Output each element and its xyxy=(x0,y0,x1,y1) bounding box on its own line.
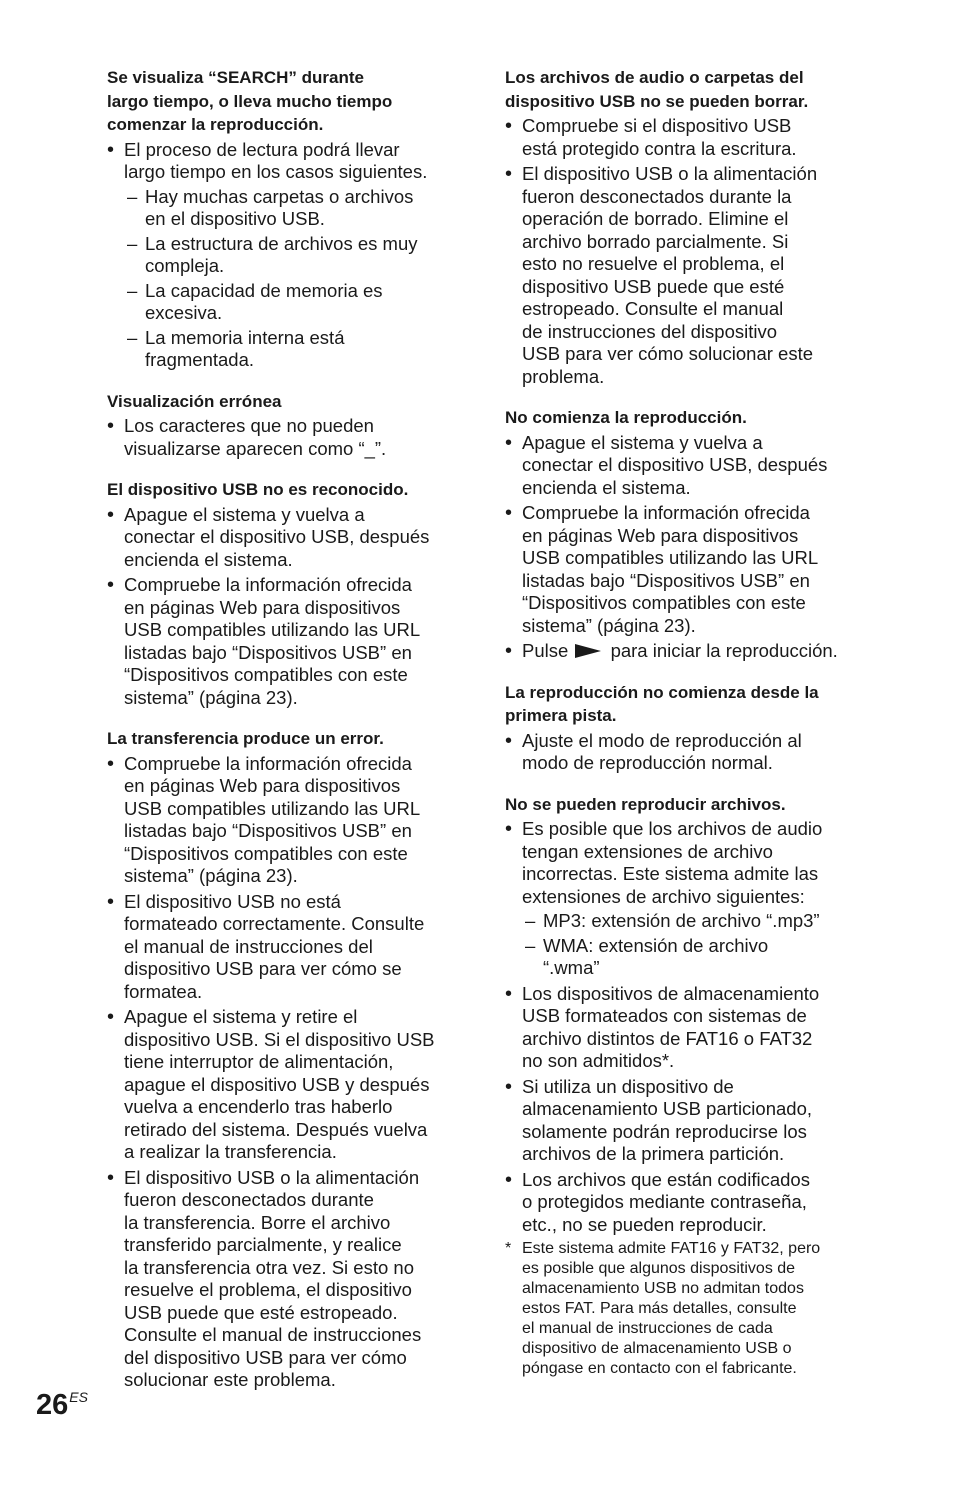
section-first-track xyxy=(505,681,861,775)
text-line: retirado del sistema. Después vuelva xyxy=(124,1118,428,1140)
page-number xyxy=(36,1380,88,1422)
text-line: en páginas Web para dispositivos xyxy=(124,596,401,618)
text-line: • Compruebe la información ofrecida xyxy=(522,502,810,523)
page-language-suffix: ES xyxy=(69,1389,88,1405)
text-line: de instrucciones del dispositivo xyxy=(522,320,778,342)
right-column xyxy=(505,66,861,1397)
bullet-item xyxy=(107,1167,467,1392)
text-line: USB compatibles utilizando las URL xyxy=(522,547,819,568)
text-line: en páginas Web para dispositivos xyxy=(522,524,799,546)
text-fragment: Pulse xyxy=(522,640,569,661)
bullet-item xyxy=(107,574,467,709)
section-heading: No comienza la reproducción. xyxy=(505,408,747,427)
text-line: • Es posible que los archivos de audio xyxy=(522,818,823,839)
text-line: fueron desconectados durante xyxy=(124,1189,374,1210)
bullet-item xyxy=(505,115,861,160)
text-line: • Apague el sistema y retire el xyxy=(124,1006,358,1027)
text-line: archivos de la primera partición. xyxy=(522,1143,785,1164)
heading-line: dispositivo USB no se pueden borrar. xyxy=(505,91,809,111)
text-line: La memoria interna está xyxy=(145,326,345,348)
text-line: • El dispositivo USB o la alimentación xyxy=(124,1166,420,1188)
bullet-item xyxy=(107,139,467,372)
text-line: dispositivo USB para ver cómo se xyxy=(124,958,402,979)
text-line: MP3: extensión de archivo “.mp3” xyxy=(543,910,820,931)
text-line: dispositivo USB. Si el dispositivo USB xyxy=(124,1028,435,1050)
heading-line: primera pista. xyxy=(505,706,617,725)
text-line: “.wma” xyxy=(543,957,600,978)
bullet-item xyxy=(505,1076,861,1166)
text-line: USB puede que esté estropeado. xyxy=(124,1301,398,1323)
text-line: conectar el dispositivo USB, después xyxy=(522,454,828,475)
text-line: tiene interruptor de alimentación, xyxy=(124,1051,394,1072)
bullet-item xyxy=(505,640,861,663)
text-line: vuelva a encenderlo tras haberlo xyxy=(124,1096,393,1117)
play-icon xyxy=(575,644,601,658)
section-display-error xyxy=(107,390,467,461)
text-line: visualizarse aparecen como “_”. xyxy=(124,437,387,459)
text-line: USB formateados con sistemas de xyxy=(522,1005,807,1026)
text-line: sistema” (página 23). xyxy=(124,686,298,708)
text-line: USB compatibles utilizando las URL xyxy=(124,619,421,640)
dash-item: – La estructura de archivos es muy compleja. xyxy=(124,233,467,278)
text-line: La capacidad de memoria es xyxy=(145,279,383,301)
text-line: etc., no se pueden reproducir. xyxy=(522,1213,767,1235)
text-line: formatea. xyxy=(124,980,203,1002)
section-heading: No se pueden reproducir archivos. xyxy=(505,794,786,814)
heading-line: La reproducción no comienza desde la xyxy=(505,682,819,702)
text-line: esto no resuelve el problema, el xyxy=(522,253,785,274)
section-heading xyxy=(505,681,861,728)
text-line: • Apague el sistema y vuelva a xyxy=(522,431,763,453)
text-line: Hay muchas carpetas o archivos xyxy=(145,185,414,207)
text-line: • Compruebe la información ofrecida xyxy=(124,752,412,774)
section-transfer-error xyxy=(107,727,467,1392)
text-line: fueron desconectados durante la xyxy=(522,185,792,207)
text-line: es posible que algunos dispositivos de xyxy=(522,1260,796,1277)
bullet-item xyxy=(107,504,467,572)
heading-line: Se visualiza “SEARCH” durante xyxy=(107,68,364,87)
text-line: encienda el sistema. xyxy=(522,476,691,498)
text-line: largo tiempo en los casos siguientes. xyxy=(124,161,428,182)
left-column xyxy=(107,66,467,1410)
footnote xyxy=(505,1239,861,1379)
text-line: almacenamiento USB particionado, xyxy=(522,1098,812,1119)
text-line: • Ajuste el modo de reproducción al xyxy=(522,729,802,751)
footnote-mark: * xyxy=(505,1240,512,1257)
bullet-item xyxy=(107,1006,467,1164)
section-cannot-delete xyxy=(505,66,861,388)
heading-line: Los archivos de audio o carpetas del xyxy=(505,68,804,87)
text-line: transferido parcialmente, y realice xyxy=(124,1234,402,1255)
text-line: dispositivo USB puede que esté xyxy=(522,275,785,297)
section-cannot-play-files xyxy=(505,793,861,1380)
text-line: el manual de instrucciones del xyxy=(124,935,373,957)
text-line: “Dispositivos compatibles con este xyxy=(124,842,408,864)
bullet-item xyxy=(107,415,467,460)
bullet-item xyxy=(505,502,861,637)
text-line: excesiva. xyxy=(145,302,223,323)
text-line: • El dispositivo USB o la alimentación xyxy=(522,163,818,184)
text-line: archivo distintos de FAT16 o FAT32 xyxy=(522,1027,813,1049)
text-line: modo de reproducción normal. xyxy=(522,752,773,773)
text-line: resuelve el problema, el dispositivo xyxy=(124,1279,412,1300)
text-line: no son admitidos*. xyxy=(522,1050,675,1071)
text-line: • Los dispositivos de almacenamiento xyxy=(522,982,820,1004)
text-line: “Dispositivos compatibles con este xyxy=(522,592,806,613)
bullet-item xyxy=(505,432,861,500)
text-line: problema. xyxy=(522,365,605,387)
text-line: listadas bajo “Dispositivos USB” en xyxy=(124,820,412,841)
section-heading xyxy=(505,66,861,113)
bullet-item xyxy=(107,753,467,888)
text-line: • Apague el sistema y vuelva a xyxy=(124,503,365,525)
dash-item: – La capacidad de memoria es excesiva. xyxy=(124,280,467,325)
section-not-recognized xyxy=(107,478,467,709)
section-no-playback xyxy=(505,406,861,663)
text-line: estropeado. Consulte el manual xyxy=(522,298,784,319)
text-line: dispositivo de almacenamiento USB o xyxy=(522,1340,792,1357)
section-heading xyxy=(107,66,467,137)
text-line: tengan extensiones de archivo xyxy=(522,840,773,862)
text-line: USB para ver cómo solucionar este xyxy=(522,343,813,364)
text-line: extensiones de archivo siguientes: xyxy=(522,885,805,907)
text-line: estos FAT. Para más detalles, consulte xyxy=(522,1300,797,1317)
bullet-item xyxy=(505,730,861,775)
text-line: operación de borrado. Elimine el xyxy=(522,208,789,229)
heading-line: largo tiempo, o lleva mucho tiempo xyxy=(107,91,393,111)
text-line: listadas bajo “Dispositivos USB” en xyxy=(522,569,810,591)
text-line: la transferencia otra vez. Si esto no xyxy=(124,1256,414,1278)
text-line: listadas bajo “Dispositivos USB” en xyxy=(124,641,412,663)
section-heading: El dispositivo USB no es reconocido. xyxy=(107,480,409,499)
page-number-value: 26 xyxy=(36,1389,69,1421)
text-line: • Compruebe si el dispositivo USB xyxy=(522,115,792,136)
text-line: apague el dispositivo USB y después xyxy=(124,1073,430,1095)
text-line: póngase en contacto con el fabricante. xyxy=(522,1360,797,1377)
text-line: sistema” (página 23). xyxy=(124,865,298,886)
section-heading: Visualización errónea xyxy=(107,391,282,411)
text-line: Este sistema admite FAT16 y FAT32, pero xyxy=(522,1240,821,1257)
text-line: a realizar la transferencia. xyxy=(124,1141,337,1162)
dash-item: – MP3: extensión de archivo “.mp3” xyxy=(522,910,861,933)
text-line xyxy=(522,640,861,663)
section-heading: La transferencia produce un error. xyxy=(107,729,384,748)
text-line: • El proceso de lectura podrá llevar xyxy=(124,138,400,160)
text-line: USB compatibles utilizando las URL xyxy=(124,797,421,819)
text-line: La estructura de archivos es muy xyxy=(145,232,418,254)
text-line: en páginas Web para dispositivos xyxy=(124,775,401,796)
text-line: el manual de instrucciones de cada xyxy=(522,1320,773,1337)
text-line: almacenamiento USB no admitan todos xyxy=(522,1280,804,1297)
text-line: formateado correctamente. Consulte xyxy=(124,913,425,934)
text-line: fragmentada. xyxy=(145,349,255,370)
text-line: compleja. xyxy=(145,255,225,276)
text-line: WMA: extensión de archivo xyxy=(543,934,769,956)
text-line: “Dispositivos compatibles con este xyxy=(124,664,408,685)
bullet-item xyxy=(505,983,861,1073)
heading-line: comenzar la reproducción. xyxy=(107,115,324,134)
text-line: en el dispositivo USB. xyxy=(145,208,325,229)
text-line: encienda el sistema. xyxy=(124,548,293,570)
text-line: incorrectas. Este sistema admite las xyxy=(522,863,819,884)
dash-item: – Hay muchas carpetas o archivos en el dispositivo USB. xyxy=(124,186,467,231)
text-line: sistema” (página 23). xyxy=(522,614,696,636)
bullet-item xyxy=(505,1169,861,1237)
text-line: solucionar este problema. xyxy=(124,1369,336,1390)
text-line: • Si utiliza un dispositivo de xyxy=(522,1075,734,1097)
dash-item: – La memoria interna está fragmentada. xyxy=(124,327,467,372)
text-line: o protegidos mediante contraseña, xyxy=(522,1191,807,1212)
bullet-item xyxy=(505,818,861,980)
text-line: solamente podrán reproducirse los xyxy=(522,1120,807,1142)
text-line: del dispositivo USB para ver cómo xyxy=(124,1346,407,1368)
text-line: Consulte el manual de instrucciones xyxy=(124,1324,422,1345)
text-line: está protegido contra la escritura. xyxy=(522,137,797,159)
text-line: la transferencia. Borre el archivo xyxy=(124,1211,391,1233)
text-line: • Los archivos que están codificados xyxy=(522,1168,810,1190)
bullet-item xyxy=(505,163,861,388)
text-line: • Los caracteres que no pueden xyxy=(124,415,374,436)
dash-item: – WMA: extensión de archivo “.wma” xyxy=(522,935,861,980)
text-fragment: para iniciar la reproducción. xyxy=(610,640,838,661)
text-line: • El dispositivo USB no está xyxy=(124,890,341,912)
section-search xyxy=(107,66,467,372)
text-line: archivo borrado parcialmente. Si xyxy=(522,230,789,252)
text-line: conectar el dispositivo USB, después xyxy=(124,526,430,547)
text-line: • Compruebe la información ofrecida xyxy=(124,574,412,595)
bullet-item xyxy=(107,891,467,1004)
